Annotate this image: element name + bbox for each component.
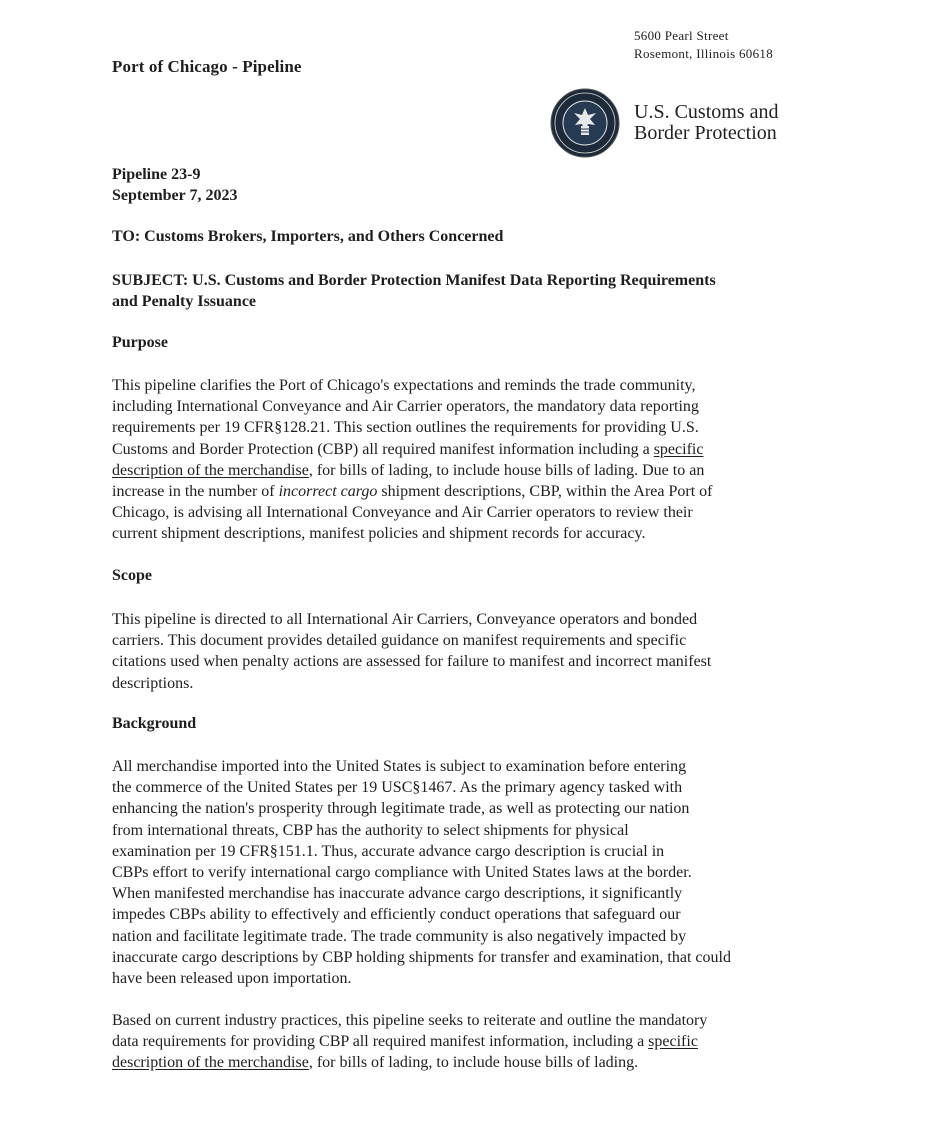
purpose-paragraph <box>112 375 713 545</box>
agency-line-2: Border Protection <box>634 122 777 144</box>
italic-phrase: incorrect cargo <box>278 483 378 501</box>
text-span: , for bills of lading, to include house bills of lading. Due to an <box>308 461 705 479</box>
underlined-phrase: specific <box>648 1033 698 1051</box>
text-line <box>112 439 713 460</box>
agency-line-1: U.S. Customs and <box>634 101 779 123</box>
cbp-seal-icon <box>550 88 620 158</box>
pipeline-number: Pipeline 23-9 <box>112 166 201 183</box>
text-line: requirements per 19 CFR§128.21. This section outlines the requirements for providing U.S. <box>112 419 699 437</box>
text-line: This pipeline clarifies the Port of Chicago's expectations and reminds the trade community, <box>112 377 696 394</box>
text-line: enhancing the nation's prosperity through legitimate trade, as well as protecting our nation <box>112 800 690 818</box>
text-line: Chicago, is advising all International Conveyance and Air Carrier operators to review their <box>112 504 693 522</box>
text-line: from international threats, CBP has the authority to select shipments for physical <box>112 821 629 839</box>
text-span: shipment descriptions, CBP, within the Area Port of <box>377 483 713 501</box>
text-line: including International Conveyance and Air Carrier operators, the mandatory data reporting <box>112 398 699 416</box>
background-paragraph-1 <box>112 756 731 989</box>
text-span: Customs and Border Protection (CBP) all required manifest information including a <box>112 440 654 458</box>
text-line <box>112 1052 707 1073</box>
background-heading: Background <box>112 715 197 732</box>
port-title: Port of Chicago - Pipeline <box>112 57 302 76</box>
scope-heading: Scope <box>112 567 152 584</box>
text-line: When manifested merchandise has inaccurate advance cargo descriptions, it significantly <box>112 885 683 903</box>
scope-paragraph <box>112 609 711 694</box>
text-line: CBPs effort to verify international cargo compliance with United States laws at the border. <box>112 864 692 882</box>
to-line: TO: Customs Brokers, Importers, and Others Concerned <box>112 228 504 245</box>
text-line: examination per 19 CFR§151.1. Thus, accurate advance cargo description is crucial in <box>112 842 665 860</box>
purpose-heading: Purpose <box>112 334 168 351</box>
address-block <box>634 27 773 63</box>
subject-line <box>112 270 832 312</box>
text-line <box>112 460 713 481</box>
text-span: data requirements for providing CBP all required manifest information, including a <box>112 1033 649 1051</box>
text-span: , for bills of lading, to include house bills of lading. <box>308 1054 639 1072</box>
pipeline-date: September 7, 2023 <box>112 187 238 204</box>
text-line: This pipeline is directed to all International Air Carriers, Conveyance operators and bonded <box>112 611 698 628</box>
subject-line-1: SUBJECT: U.S. Customs and Border Protection Manifest Data Reporting Requirements <box>112 272 716 289</box>
text-line: carriers. This document provides detailed guidance on manifest requirements and specific <box>112 632 687 650</box>
background-paragraph-2 <box>112 1010 707 1074</box>
text-line: All merchandise imported into the United States is subject to examination before entering <box>112 758 687 775</box>
pipeline-meta <box>112 164 237 206</box>
underlined-phrase: description of the merchandise <box>112 461 309 479</box>
text-span: increase in the number of <box>112 483 279 501</box>
subject-line-2: and Penalty Issuance <box>112 293 257 310</box>
agency-name <box>634 102 778 144</box>
address-street: 5600 Pearl Street <box>634 28 729 43</box>
text-line: citations used when penalty actions are assessed for failure to manifest and incorrect manifest <box>112 653 712 671</box>
text-line: impedes CBPs ability to effectively and efficiently conduct operations that safeguard our <box>112 906 681 924</box>
text-line: nation and facilitate legitimate trade. The trade community is also negatively impacted by <box>112 927 687 945</box>
underlined-phrase: description of the merchandise <box>112 1054 309 1072</box>
text-line: the commerce of the United States per 19 USC§1467. As the primary agency tasked with <box>112 779 683 797</box>
address-city: Rosemont, Illinois 60618 <box>634 46 774 61</box>
underlined-phrase: specific <box>653 440 704 458</box>
text-line: Based on current industry practices, this pipeline seeks to reiterate and outline the mandatory <box>112 1012 708 1029</box>
text-line: current shipment descriptions, manifest policies and shipment records for accuracy. <box>112 525 646 543</box>
text-line: descriptions. <box>112 674 194 692</box>
text-line <box>112 1031 707 1052</box>
text-line <box>112 481 713 502</box>
text-line: inaccurate cargo descriptions by CBP holding shipments for transfer and examination, that could <box>112 948 731 966</box>
text-line: have been released upon importation. <box>112 970 352 988</box>
